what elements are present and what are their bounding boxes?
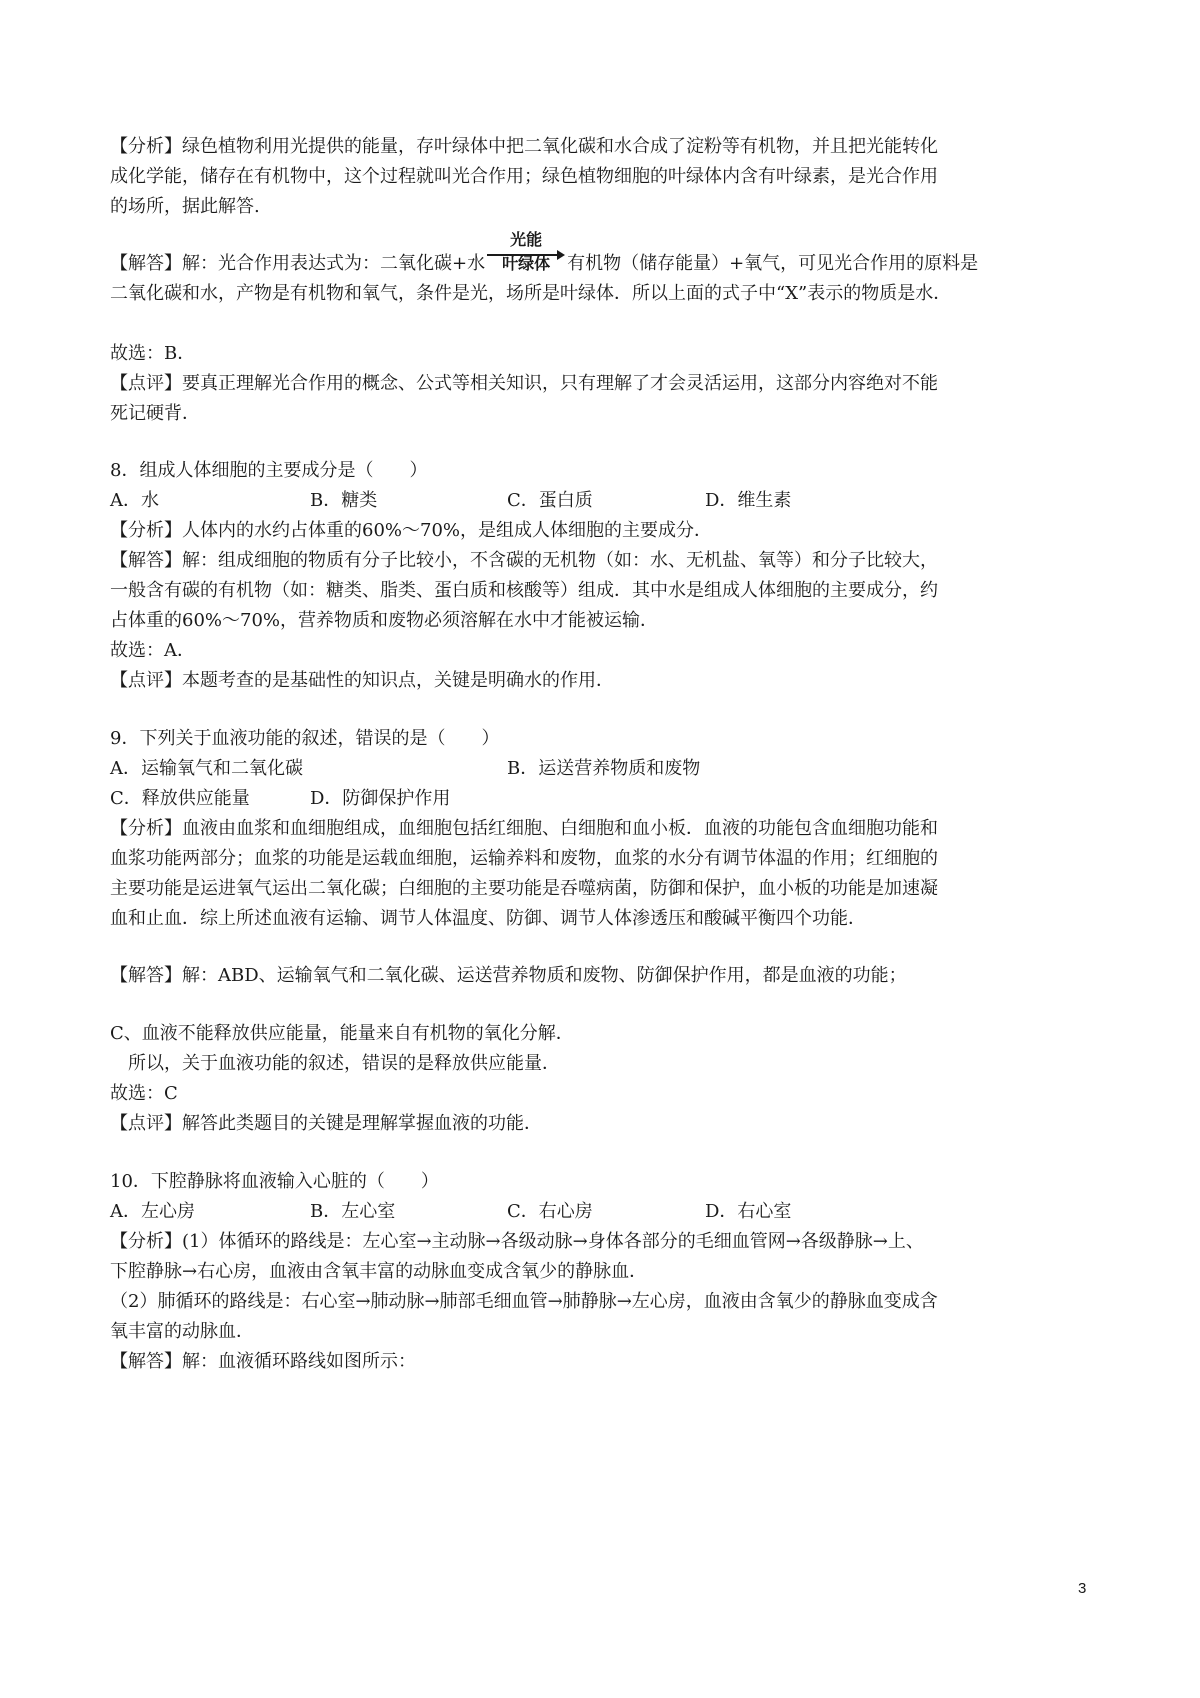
q7-analysis-line-1: 【分析】绿色植物利用光提供的能量，存叶绿体中把二氧化碳和水合成了淀粉等有机物，并且把光能转化 <box>110 136 938 157</box>
q9-comment: 【点评】解答此类题目的关键是理解掌握血液的功能． <box>110 1113 542 1134</box>
page-number: 3 <box>1078 1580 1087 1597</box>
arrow-condition-chloroplast: 叶绿体 <box>502 254 551 273</box>
q8-answer-line-3: 占体重的60%～70%，营养物质和废物必须溶解在水中才能被运输． <box>110 610 659 631</box>
q8-option-a: A．水 <box>110 490 159 511</box>
q9-analysis-line-1: 【分析】血液由血浆和血细胞组成，血细胞包括红细胞、白细胞和血小板．血液的功能包含血细胞功能和 <box>110 818 938 839</box>
q8-option-d: D．维生素 <box>705 490 792 511</box>
q7-analysis-line-2: 成化学能，储存在有机物中，这个过程就叫光合作用；绿色植物细胞的叶绿体内含有叶绿素，是光合作用 <box>110 166 938 187</box>
q9-option-d: D．防御保护作用 <box>310 788 451 809</box>
q8-analysis: 【分析】人体内的水约占体重的60%～70%，是组成人体细胞的主要成分． <box>110 520 713 541</box>
reaction-arrow <box>487 230 565 276</box>
q7-answer-post: 有机物（储存能量）+氧气，可见光合作用的原料是 <box>567 253 979 274</box>
q10-option-c: C．右心房 <box>507 1201 593 1222</box>
q9-analysis-line-3: 主要功能是运进氧气运出二氧化碳；白细胞的主要功能是吞噬病菌，防御和保护，血小板的功能是加速凝 <box>110 878 938 899</box>
q9-analysis-line-4: 血和止血．综上所述血液有运输、调节人体温度、防御、调节人体渗透压和酸碱平衡四个功能． <box>110 908 866 929</box>
q8-choice: 故选：A． <box>110 640 195 661</box>
q10-question: 10．下腔静脉将血液输入心脏的（ ） <box>110 1171 439 1192</box>
q10-analysis-line-4: 氧丰富的动脉血． <box>110 1321 254 1342</box>
q9-option-c: C．释放供应能量 <box>110 788 250 809</box>
q9-question: 9．下列关于血液功能的叙述，错误的是（ ） <box>110 728 500 749</box>
q10-option-a: A．左心房 <box>110 1201 195 1222</box>
q7-answer-line-2: 二氧化碳和水，产物是有机物和氧气，条件是光，场所是叶绿体．所以上面的式子中“X”表示的物质是水． <box>110 283 952 304</box>
q10-analysis-line-2: 下腔静脉→右心房，血液由含氧丰富的动脉血变成含氧少的静脉血． <box>110 1261 648 1282</box>
q9-choice: 故选：C <box>110 1083 178 1104</box>
q9-answer: 【解答】解：ABD、运输氧气和二氧化碳、运送营养物质和废物、防御保护作用，都是血液的功能； <box>110 965 907 986</box>
q7-comment-line-1: 【点评】要真正理解光合作用的概念、公式等相关知识，只有理解了才会灵活运用，这部分内容绝对不能 <box>110 373 938 394</box>
q7-analysis-line-3: 的场所，据此解答. <box>110 196 260 217</box>
q8-comment: 【点评】本题考查的是基础性的知识点，关键是明确水的作用． <box>110 670 614 691</box>
q9-option-b: B．运送营养物质和废物 <box>507 758 701 779</box>
q7-answer-pre: 【解答】解：光合作用表达式为：二氧化碳+水 <box>110 253 486 274</box>
q9-option-a: A．运输氧气和二氧化碳 <box>110 758 303 779</box>
q9-answer-conclusion: 所以，关于血液功能的叙述，错误的是释放供应能量． <box>110 1053 560 1074</box>
q7-choice: 故选：B． <box>110 343 196 364</box>
q7-answer-line-1 <box>110 230 1100 276</box>
q8-option-c: C．蛋白质 <box>507 490 593 511</box>
q10-option-d: D．右心室 <box>705 1201 792 1222</box>
q8-question: 8．组成人体细胞的主要成分是（ ） <box>110 460 428 481</box>
q8-answer-line-2: 一般含有碳的有机物（如：糖类、脂类、蛋白质和核酸等）组成．其中水是组成人体细胞的主要成分，约 <box>110 580 938 601</box>
arrow-condition-light: 光能 <box>510 230 543 249</box>
q10-analysis-line-3: （2）肺循环的路线是：右心室→肺动脉→肺部毛细血管→肺静脉→左心房，血液由含氧少的静脉血变成含 <box>110 1291 938 1312</box>
q9-analysis-line-2: 血浆功能两部分；血浆的功能是运载血细胞，运输养料和废物，血浆的水分有调节体温的作用；红细胞的 <box>110 848 938 869</box>
q7-comment-line-2: 死记硬背． <box>110 403 200 424</box>
q10-answer: 【解答】解：血液循环路线如图所示： <box>110 1351 416 1372</box>
q10-option-b: B．左心室 <box>310 1201 396 1222</box>
q8-option-b: B．糖类 <box>310 490 378 511</box>
q10-analysis-line-1: 【分析】(1）体循环的路线是：左心室→主动脉→各级动脉→身体各部分的毛细血管网→各级静脉→上、 <box>110 1231 924 1252</box>
q9-answer-c: C、血液不能释放供应能量，能量来自有机物的氧化分解． <box>110 1023 574 1044</box>
q8-answer-line-1: 【解答】解：组成细胞的物质有分子比较小，不含碳的无机物（如：水、无机盐、氧等）和分子比较大， <box>110 550 938 571</box>
